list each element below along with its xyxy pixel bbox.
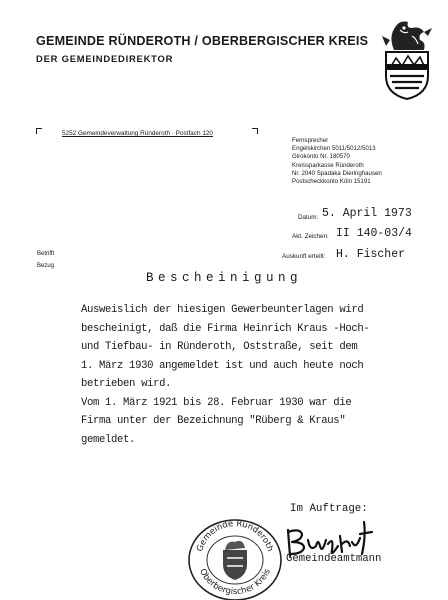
betrifft-label: Betrifft (37, 251, 55, 257)
body-line: Ausweislich der hiesigen Gewerbeunterlagen wird (81, 304, 364, 316)
reference-value: II 140-03/4 (336, 227, 412, 240)
contact-line: Fernsprecher (292, 137, 329, 144)
date-label: Datum: (298, 214, 319, 221)
return-address: 5252 Gemeindeverwaltung Ründeroth · Postfach 120 (62, 130, 213, 137)
info-value: H. Fischer (336, 248, 406, 261)
body-line: Firma unter der Bezeichnung "Rüberg & Kraus" (81, 415, 346, 427)
address-window-corner-left (36, 128, 42, 134)
im-auftrage-label: Im Auftrage: (290, 503, 368, 515)
contact-line: Nr. 2040 Spadaka Dieringhausen (292, 169, 382, 177)
letterhead-title: GEMEINDE RÜNDEROTH / OBERBERGISCHER KREIS (36, 34, 369, 48)
body-line: Vom 1. März 1921 bis 28. Februar 1930 war die (81, 396, 352, 409)
contact-block (292, 137, 382, 186)
letterhead-subtitle: DER GEMEINDEDIREKTOR (36, 53, 174, 64)
reference-label: Akt. Zeichen: (292, 233, 329, 240)
body-line: 1. März 1930 angemeldet ist und auch heute noch (81, 359, 364, 372)
body-line: betrieben wird. (81, 378, 172, 390)
signatory-title: Gemeindeamtmann (286, 553, 382, 565)
document-body (81, 301, 369, 449)
bezug-label: Bezug (37, 263, 55, 269)
address-window-corner-right (252, 128, 258, 134)
contact-line: Postscheckkonto Köln 15191 (292, 178, 371, 186)
contact-line: Kreissparkasse Ründeroth (292, 161, 364, 169)
coat-of-arms-icon (378, 18, 436, 100)
official-seal-icon (183, 514, 285, 600)
contact-line: Engelskirchen 5011/5012/5013 (292, 145, 376, 153)
body-line: und Tiefbau- in Ründeroth, Oststraße, seit dem (81, 341, 358, 353)
seal-top-text: Gemeinde Ründeroth (195, 518, 275, 554)
body-line: gemeldet. (81, 433, 136, 446)
contact-line: Girokonto Nr. 180570 (292, 153, 350, 161)
body-line: bescheinigt, daß die Firma Heinrich Kraus -Hoch- (81, 322, 370, 335)
info-label: Auskunft erteilt: (282, 253, 326, 260)
date-value: 5. April 1973 (322, 207, 412, 220)
document-title: Bescheinigung (145, 271, 303, 285)
seal-bottom-text: Oberbergischer Kreis (197, 567, 273, 598)
